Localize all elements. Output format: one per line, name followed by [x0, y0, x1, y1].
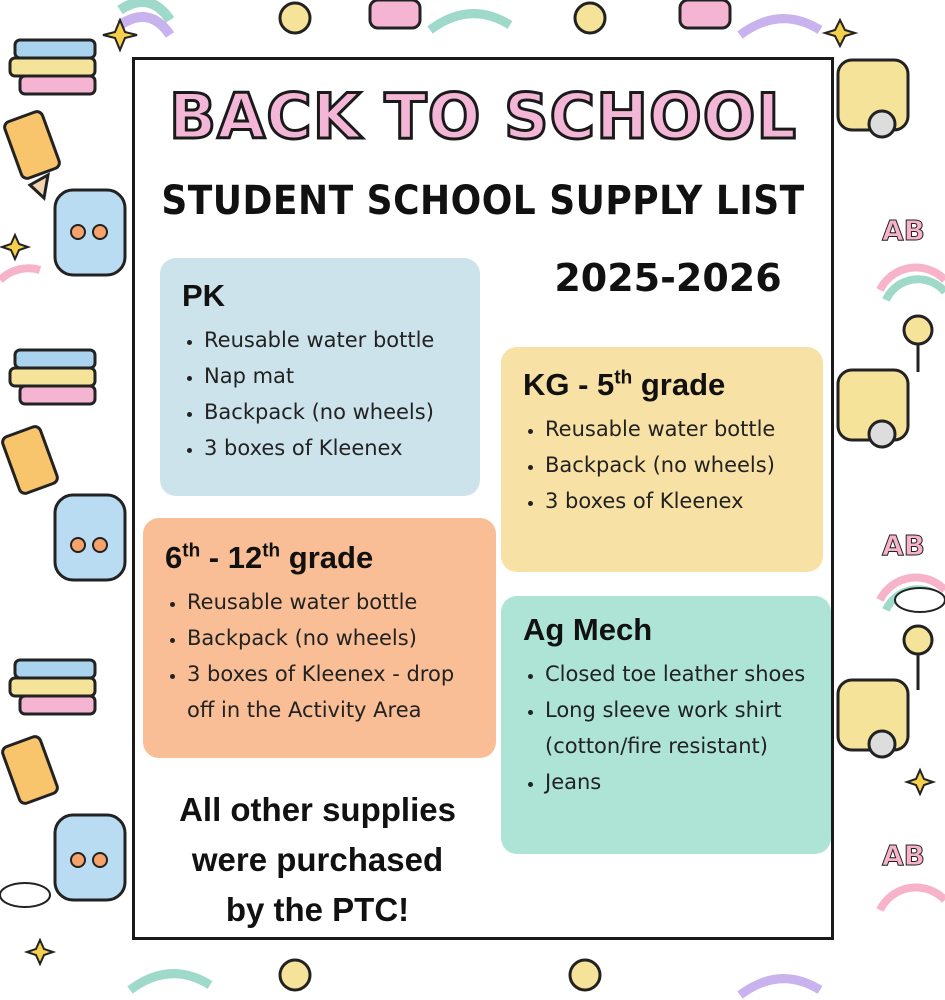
kg-5-supply-list	[523, 411, 803, 519]
ptc-note-line: were purchased	[191, 841, 444, 878]
abc-blocks-icon	[882, 839, 925, 872]
ptc-note-line: by the PTC!	[225, 891, 410, 928]
ptc-note	[145, 785, 490, 935]
school-bus-icon	[838, 370, 908, 447]
svg-text:AB: AB	[882, 839, 926, 872]
list-item: • Closed toe leather shoes	[545, 656, 811, 692]
list-item: • 3 boxes of Kleenex	[204, 430, 460, 466]
abc-blocks-icon	[882, 529, 925, 562]
book-stack-icon	[10, 350, 95, 404]
school-bus-icon	[838, 60, 908, 137]
rainbow-icon	[880, 268, 945, 300]
list-item: • 3 boxes of Kleenex - drop off in the Activity Area	[187, 656, 476, 728]
ag-mech-supply-list	[523, 656, 811, 800]
ag-mech-supply-card	[501, 596, 831, 854]
school-bus-icon	[838, 680, 908, 757]
pk-supply-list	[182, 322, 460, 466]
supply-list-poster	[132, 57, 834, 940]
backpack-icon	[55, 815, 125, 900]
poster-subtitle: STUDENT SCHOOL SUPPLY LIST	[161, 178, 805, 224]
backpack-icon	[55, 190, 125, 275]
flower-icon	[904, 316, 932, 372]
6-12-supply-list	[165, 584, 476, 728]
list-item: • Backpack (no wheels)	[204, 394, 460, 430]
backpack-icon	[370, 0, 730, 28]
abc-blocks-icon	[882, 214, 925, 247]
poster-title: BACK TO SCHOOL	[169, 80, 797, 153]
list-item: • Nap mat	[204, 358, 460, 394]
pk-supply-card	[160, 258, 480, 496]
list-item: • Reusable water bottle	[545, 411, 803, 447]
pk-heading: PK	[182, 278, 226, 313]
pencil-icon	[3, 110, 61, 198]
book-stack-icon	[10, 660, 95, 714]
kg-5-supply-card	[501, 347, 823, 572]
backpack-icon	[55, 495, 125, 580]
list-item: • Long sleeve work shirt (cotton/fire resistant)	[545, 692, 811, 764]
school-year: 2025-2026	[554, 256, 782, 300]
list-item: • Backpack (no wheels)	[187, 620, 476, 656]
list-item: • Jeans	[545, 764, 811, 800]
list-item: • 3 boxes of Kleenex	[545, 483, 803, 519]
svg-text:AB: AB	[882, 214, 926, 247]
pencil-icon	[1, 425, 59, 495]
ptc-note-line: All other supplies	[179, 791, 456, 828]
rainbow-icon	[880, 888, 945, 910]
list-item: • Reusable water bottle	[204, 322, 460, 358]
svg-text:AB: AB	[882, 529, 926, 562]
kg-5-heading: KG - 5th grade	[523, 367, 726, 402]
list-item: • Reusable water bottle	[187, 584, 476, 620]
pencil-icon	[1, 735, 59, 805]
6-12-heading: 6th - 12th grade	[165, 540, 374, 575]
book-stack-icon	[10, 40, 95, 94]
6-12-supply-card	[143, 518, 496, 758]
ag-mech-heading: Ag Mech	[523, 612, 653, 647]
flower-icon	[904, 626, 932, 690]
list-item: • Backpack (no wheels)	[545, 447, 803, 483]
